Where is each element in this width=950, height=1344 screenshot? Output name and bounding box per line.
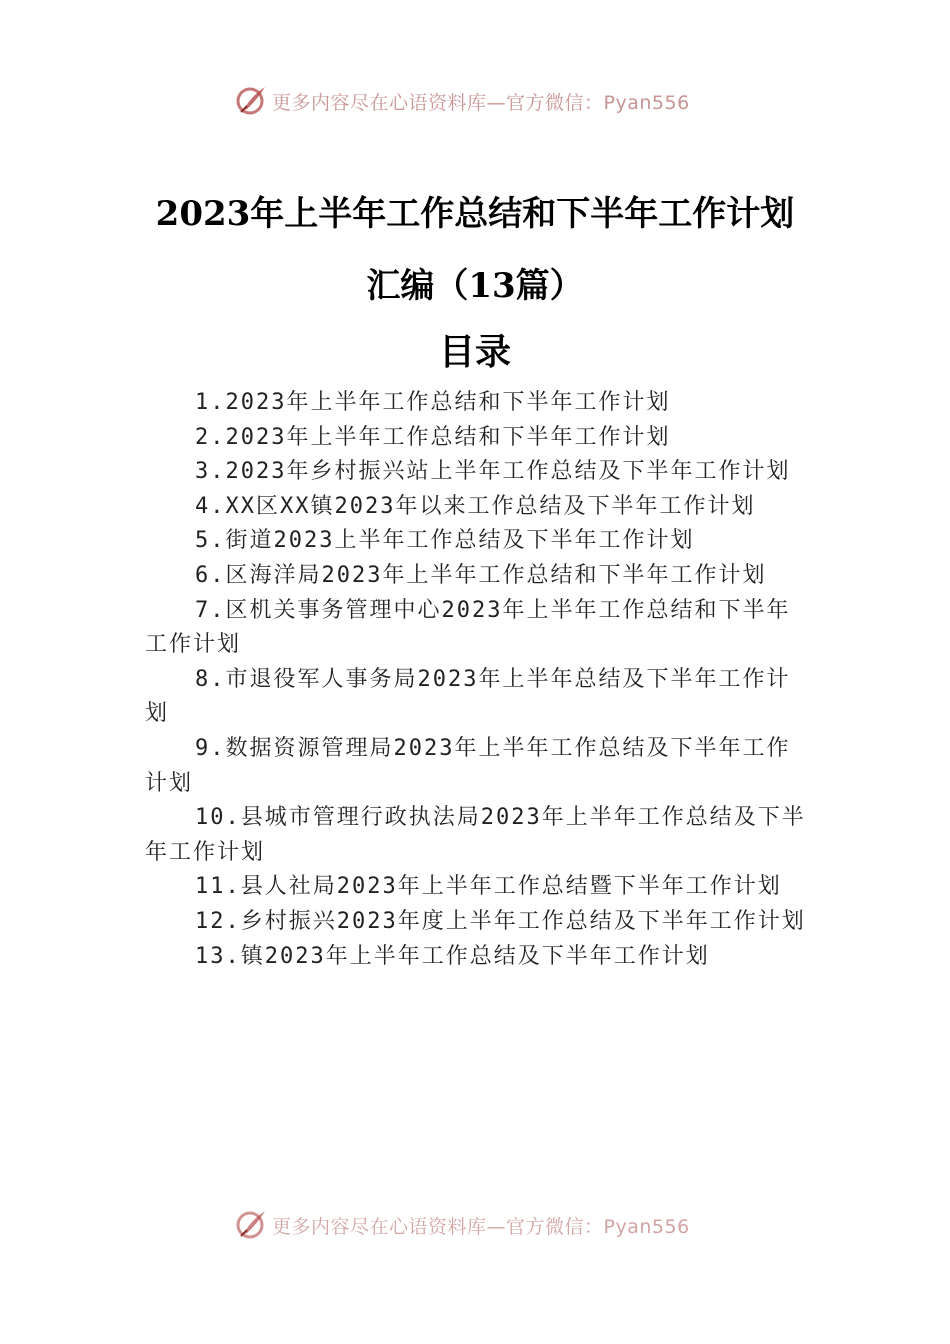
toc-item-4[interactable]: 4.XX区XX镇2023年以来工作总结及下半年工作计划 — [195, 493, 756, 519]
toc-item-3[interactable]: 3.2023年乡村振兴站上半年工作总结及下半年工作计划 — [195, 459, 791, 485]
watermark-text: 更多内容尽在心语资料库—官方微信：Pyan556 — [272, 1216, 690, 1238]
toc-item-7[interactable]: 7.区机关事务管理中心2023年上半年工作总结和下半年工作计划 — [145, 597, 791, 658]
footer-watermark — [0, 1204, 950, 1244]
toc-item-11[interactable]: 11.县人社局2023年上半年工作总结暨下半年工作计划 — [195, 874, 782, 900]
toc-item-8[interactable]: 8.市退役军人事务局2023年上半年总结及下半年工作计划 — [145, 666, 791, 727]
toc-heading: 目录 — [438, 331, 511, 373]
toc-item-13[interactable]: 13.镇2023年上半年工作总结及下半年工作计划 — [195, 943, 710, 969]
toc-item-5[interactable]: 5.街道2023上半年工作总结及下半年工作计划 — [195, 528, 695, 554]
document-title-line1: 2023年上半年工作总结和下半年工作计划 — [155, 194, 795, 234]
toc-item-6[interactable]: 6.区海洋局2023年上半年工作总结和下半年工作计划 — [195, 562, 767, 588]
toc-item-2[interactable]: 2.2023年上半年工作总结和下半年工作计划 — [195, 424, 671, 450]
quill-logo-icon — [235, 1208, 269, 1240]
toc-item-9[interactable]: 9.数据资源管理局2023年上半年工作总结及下半年工作计划 — [145, 735, 791, 796]
document-title-line2: 汇编（13篇） — [366, 266, 584, 306]
toc-item-10[interactable]: 10.县城市管理行政执法局2023年上半年工作总结及下半年工作计划 — [145, 805, 806, 865]
table-of-contents — [145, 386, 807, 974]
header-watermark — [0, 80, 950, 120]
toc-item-1[interactable]: 1.2023年上半年工作总结和下半年工作计划 — [195, 390, 671, 415]
quill-logo-icon — [235, 84, 269, 116]
toc-item-12[interactable]: 12.乡村振兴2023年度上半年工作总结及下半年工作计划 — [195, 908, 806, 934]
watermark-text: 更多内容尽在心语资料库—官方微信：Pyan556 — [272, 92, 690, 114]
